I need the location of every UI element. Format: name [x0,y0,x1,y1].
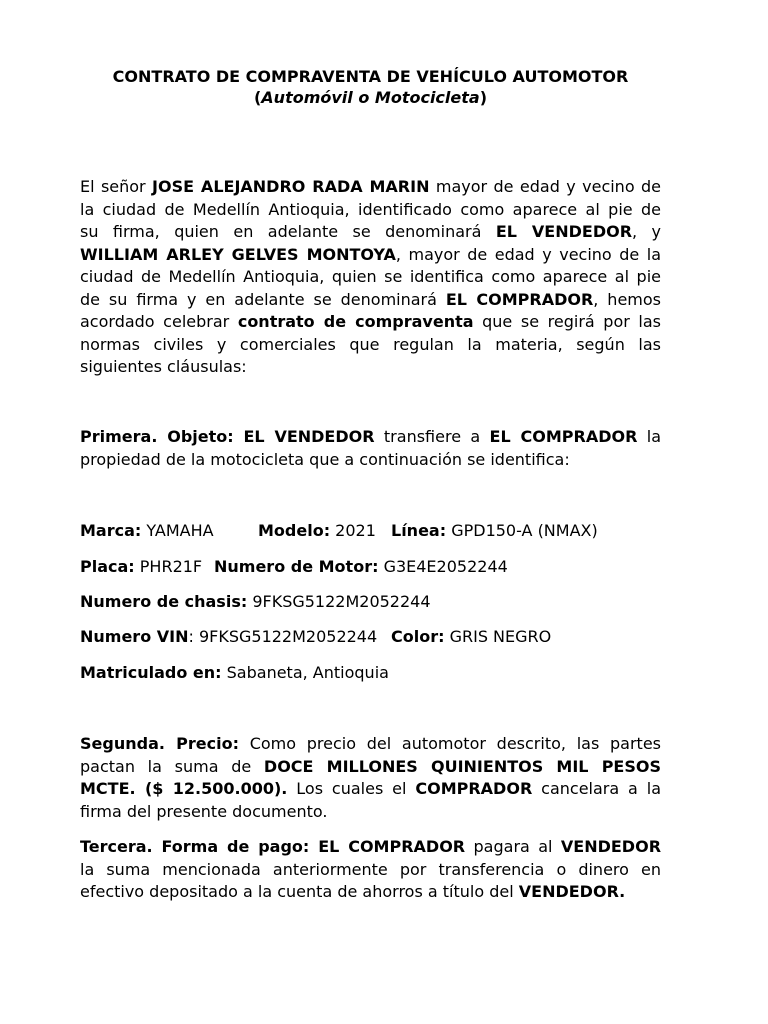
document-subtitle [80,87,661,108]
motor-value: G3E4E2052244 [383,557,508,576]
vehicle-line-chasis [80,591,661,614]
vehicle-line-matriculado [80,662,661,685]
bold-text: EL COMPRADOR [489,427,638,446]
paragraph-line [80,244,661,267]
text: , mayor de edad y vecino de la [395,244,662,264]
intro-paragraph [80,176,661,379]
bold-text: EL VENDEDOR [495,222,633,241]
clause-tercera-forma-de-pago [80,836,661,904]
field-numero-chasis [80,591,431,614]
vehicle-line-vin-color [80,626,661,649]
paragraph-line [80,199,661,222]
text: efectivo depositado a la cuenta de ahorros a título del [80,882,519,901]
text: acordado celebrar [80,312,238,331]
bold-text: Segunda. Precio: [80,734,239,753]
vehicle-line-placa-motor [80,556,661,579]
document-title: CONTRATO DE COMPRAVENTA DE VEHÍCULO AUTOMOTOR [112,67,629,86]
document-heading [80,66,661,108]
bold-text: Tercera. Forma de pago: EL COMPRADOR [80,837,466,856]
color-label: Color: [391,627,445,646]
paragraph-line [80,449,661,472]
subtitle-text: Automóvil o Motocicleta [261,88,480,107]
text: El señor [80,177,153,196]
matriculado-label: Matriculado en: [80,663,222,682]
paragraph-line [80,311,661,334]
chasis-value: 9FKSG5122M2052244 [252,592,431,611]
bold-text: MCTE. ($ 12.500.000). [80,779,288,798]
text: que se regirá por las [473,312,661,331]
field-modelo [258,520,376,543]
paragraph-line [80,221,661,244]
paragraph-line [80,801,661,824]
text: Como precio del automotor descrito, las partes [238,734,662,753]
marca-value: YAMAHA [146,521,214,540]
vehicle-line-marca-modelo-linea [80,520,661,543]
linea-value: GPD150-A (NMAX) [451,521,598,540]
bold-text: JOSE ALEJANDRO RADA MARIN [152,177,430,196]
field-matriculado [80,662,389,685]
field-numero-motor [214,556,508,579]
chasis-label: Numero de chasis: [80,592,248,611]
subtitle-open-paren: ( [253,88,262,107]
marca-label: Marca: [80,521,142,540]
placa-value: PHR21F [139,557,203,576]
vin-label: Numero VIN [80,627,189,646]
text: , hemos [593,289,661,309]
text: pagara al [465,837,561,856]
paragraph-line [80,733,661,756]
paragraph-line [80,881,661,904]
bold-text: EL COMPRADOR [445,289,594,309]
field-marca [80,520,214,543]
text: cancelara a la [532,779,662,798]
paragraph-line [80,176,661,199]
text: propiedad de la motocicleta que a continuación se identifica: [80,449,570,469]
linea-label: Línea: [391,521,447,540]
bold-text: VENDEDOR [560,837,662,856]
color-value: GRIS NEGRO [449,627,552,646]
paragraph-line [80,778,661,801]
bold-text: COMPRADOR [415,779,533,798]
subtitle-close-paren: ) [479,88,488,107]
text: su firma, quien en adelante se denominará [80,222,496,241]
modelo-value: 2021 [335,521,376,540]
paragraph-line [80,289,661,312]
paragraph-line [80,334,661,357]
modelo-label: Modelo: [258,521,331,540]
paragraph-line [80,266,661,289]
text: de su firma y en adelante se denominará [80,289,446,309]
text: Los cuales el [287,779,416,798]
vin-value: 9FKSG5122M2052244 [198,627,378,646]
bold-text: WILLIAM ARLEY GELVES MONTOYA [80,244,396,264]
bold-text: contrato de compraventa [237,312,474,331]
bold-text: VENDEDOR. [518,882,626,901]
matriculado-value: Sabaneta, Antioquia [226,663,389,682]
paragraph-line [80,756,661,779]
text: la suma mencionada anteriormente por transferencia o dinero en [80,859,661,879]
vin-label-colon: : [188,627,194,646]
paragraph-line [80,356,661,379]
paragraph-line [80,836,661,859]
text: la ciudad de Medellín Antioquia, identificado como aparece al pie de [80,199,661,219]
text: firma del presente documento. [80,801,328,821]
text: pactan la suma de [80,756,264,776]
clause-primera-objeto [80,426,661,471]
motor-label: Numero de Motor: [214,557,379,576]
placa-label: Placa: [80,557,135,576]
bold-text: DOCE MILLONES QUINIENTOS MIL PESOS [263,756,661,776]
field-placa [80,556,202,579]
paragraph-line [80,426,661,449]
text: normas civiles y comerciales que regulan la materia, según las [80,334,661,354]
field-numero-vin [80,626,377,649]
field-linea [391,520,598,543]
text: ciudad de Medellín Antioquia, quien se identifica como aparece al pie [80,267,661,286]
text: la [637,427,662,446]
text: , y [632,222,662,241]
text: transfiere a [374,427,490,446]
bold-text: Primera. Objeto: EL VENDEDOR [80,427,375,446]
text: mayor de edad y vecino de [429,177,662,196]
text: siguientes cláusulas: [80,357,247,376]
field-color [391,626,551,649]
paragraph-line [80,859,661,882]
clause-segunda-precio [80,733,661,823]
